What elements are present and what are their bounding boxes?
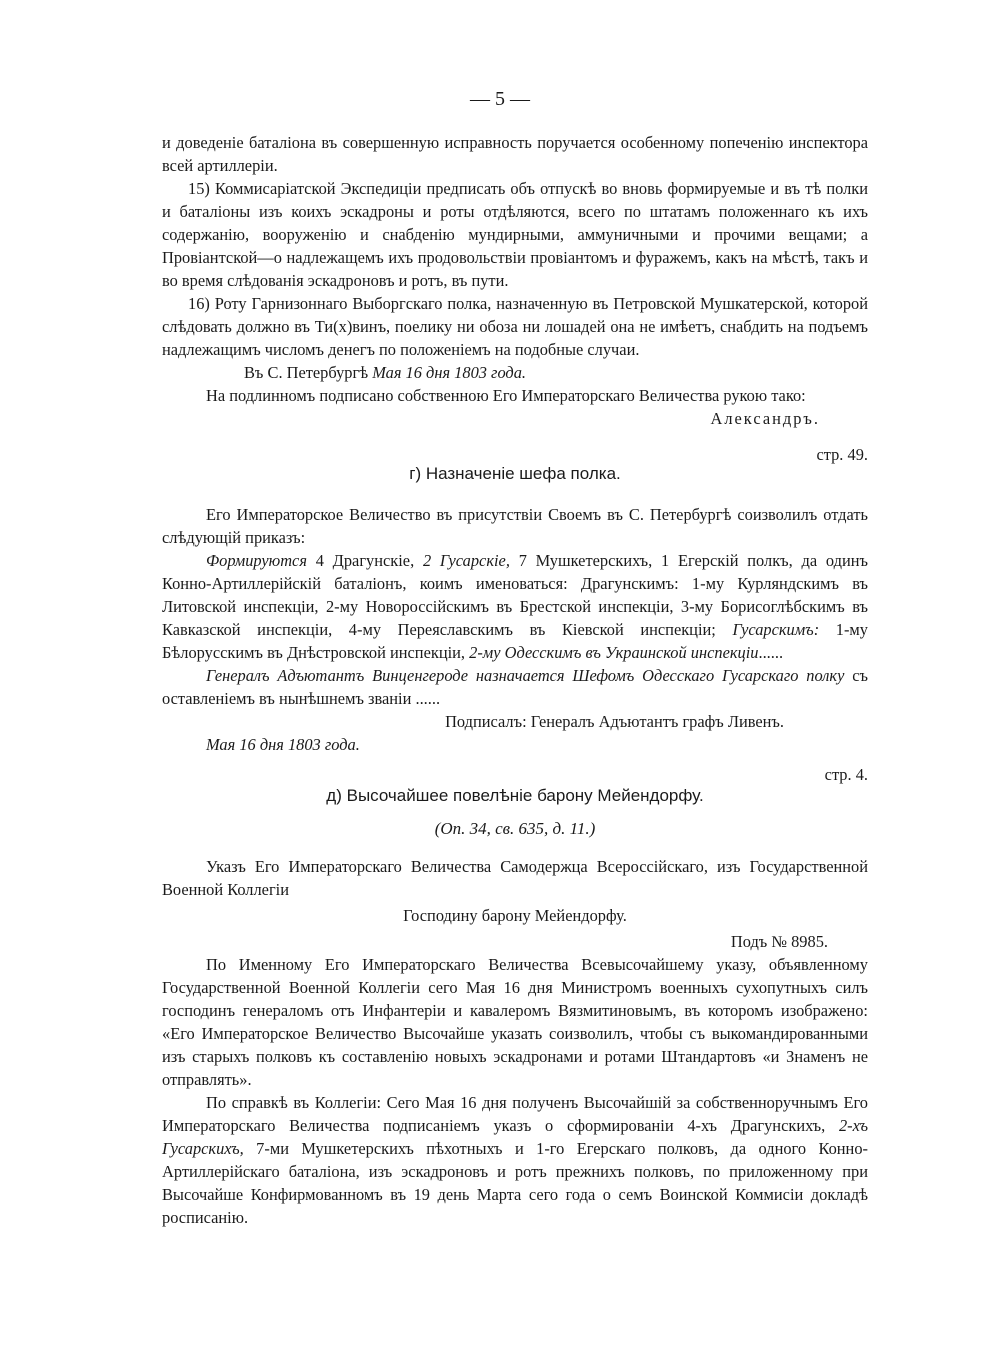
signed-note: На подлинномъ подписано собственною Его Императорскаго Величества рукою тако:: [206, 386, 806, 405]
order-part-italic: 2-му Одесскимъ въ Украинской инспекціи: [469, 643, 759, 662]
section-d-number: Подъ № 8985.: [730, 932, 828, 951]
section-g: [162, 443, 868, 485]
order-part: 7 Мушкетерскихъ, 1 Егерскій полкъ, да одинъ Конно-Артиллерійскій баталіонъ, коимъ именоваться: Драгунскимъ: 1-му Курляндскимъ въ Литовской инспекціи, 2-му Новороссійскимъ въ Брестской инспекціи, 3-му Борисоглѣбскимъ въ Кавказской инспекціи, 4-му Переяславскимъ въ Кіевской инспекціи;: [162, 551, 868, 639]
section-d-paragraph-1: По Именному Его Императорскаго Величества Всевысочайшему указу, объявленному Государственной Военной Коллегіи сего Мая 16 дня Министромъ военныхъ сухопутныхъ силъ господинъ генераломъ отъ Инфантеріи и кавалеромъ Вязмитиновымъ, въ которомъ изображено: «Его Императорское Величество Высочайше указать соизволилъ, чтобы съ выкомандированными изъ старыхъ полковъ къ составленію новыхъ эскадронами и ротами Штандартовъ «и Знаменъ не отправлять».: [162, 955, 868, 1089]
formed-label: Формируются: [206, 551, 307, 570]
top-block: [162, 131, 868, 430]
order-part: 4 Драгунскіе,: [315, 551, 415, 570]
section-g-title: г) Назначеніе шефа полка.: [409, 464, 621, 483]
section-d-archive-wrap: [162, 817, 868, 840]
section-g-chief: [162, 664, 868, 710]
section-d-ukaz: Указъ Его Императорскаго Величества Самодержца Всероссійскаго, изъ Государственной Военной Коллегіи: [162, 857, 868, 899]
section-g-date: Мая 16 дня 1803 года.: [206, 735, 360, 754]
order-part-italic: Гусарскимъ:: [732, 620, 820, 639]
chief-appointment-rest: съ оставленіемъ въ нынѣшнемъ званіи ......: [162, 666, 868, 708]
place-date-line: [162, 361, 868, 384]
section-g-signed: Подписалъ: Генералъ Адъютантъ графъ Ливенъ.: [445, 712, 784, 731]
paragraph-16: 16) Роту Гарнизоннаго Выборгскаго полка, назначенную въ Петровской Мушкатерской, которой слѣдовать должно въ Ти(х)винъ, поелику ни обоза ни лошадей она не имѣетъ, снабдить на подъемъ надлежащимъ числомъ денегъ по положеніемъ на подобные случаи.: [162, 294, 868, 359]
section-d-body: [162, 855, 868, 1229]
section-d-archive: (Оп. 34, св. 635, д. 11.): [434, 819, 596, 838]
section-d-ref: стр. 4.: [824, 765, 868, 784]
paragraph-part: По справкѣ въ Коллегіи: Сего Мая 16 дня полученъ Высочайшій за собственноручнымъ Его Императорскаго Величества подписаніемъ указъ о сформированіи 4-хъ Драгунскихъ,: [162, 1093, 868, 1135]
paragraph-part-italic: 2-хъ Гусарскихъ,: [162, 1116, 868, 1158]
paragraph-15: 15) Коммисаріатской Экспедиціи предписать объ отпускѣ во вновь формируемые и въ тѣ полки и баталіоны изъ коихъ эскадроны и роты отдѣляются, всего по штатамъ положеннаго къ ихъ содержанію, вооруженію и снабденію мундирными, аммуничными и прочими вещами; а Провіантской—о надлежащемъ ихъ продовольствіи провіантомъ и фуражемъ, какъ на мѣстѣ, такъ и во время слѣдованія эскадроновъ и ротъ, въ пути.: [162, 179, 868, 290]
paragraph-part: 7-ми Мушкетерскихъ пѣхотныхъ и 1-го Егерскаго полковъ, да одного Конно-Артиллерійскаго баталіона, изъ эскадроновъ и ротъ прежнихъ полковъ, по приложенному при Высочайше Конфирмованномъ въ 19 день Марта сего года о семъ Воинской Коммисіи докладѣ росписанію.: [162, 1139, 868, 1227]
section-g-order: [162, 549, 868, 664]
section-g-intro: Его Императорское Величество въ присутствіи Своемъ въ С. Петербургѣ соизволилъ отдать слѣдующій приказъ:: [162, 505, 868, 547]
section-d-addressee: Господину барону Мейендорфу.: [403, 906, 627, 925]
section-d-paragraph-2: [162, 1091, 868, 1229]
signature: Александръ.: [710, 409, 820, 428]
section-g-body: [162, 503, 868, 756]
paragraph-continuation: и доведеніе баталіона въ совершенную исправность поручается особенному попеченію инспектора всей артиллеріи.: [162, 133, 868, 175]
page-number: — 5 —: [470, 88, 530, 110]
chief-appointment: Генералъ Адъютантъ Винценгероде назначается Шефомъ Одесскаго Гусарскаго полку: [206, 666, 845, 685]
order-part-italic: 2 Гусарскіе,: [422, 551, 510, 570]
order-ellipsis: ......: [758, 643, 784, 662]
date: Мая 16 дня 1803 года.: [372, 363, 527, 382]
order-part: 1-му Бѣлорусскимъ въ Днѣстровской инспекціи,: [162, 620, 868, 662]
section-g-ref: стр. 49.: [816, 445, 868, 464]
place: Въ С. Петербургѣ: [244, 363, 369, 382]
section-d-title: д) Высочайшее повелѣніе барону Мейендорфу.: [326, 786, 704, 805]
section-d: [162, 763, 868, 807]
